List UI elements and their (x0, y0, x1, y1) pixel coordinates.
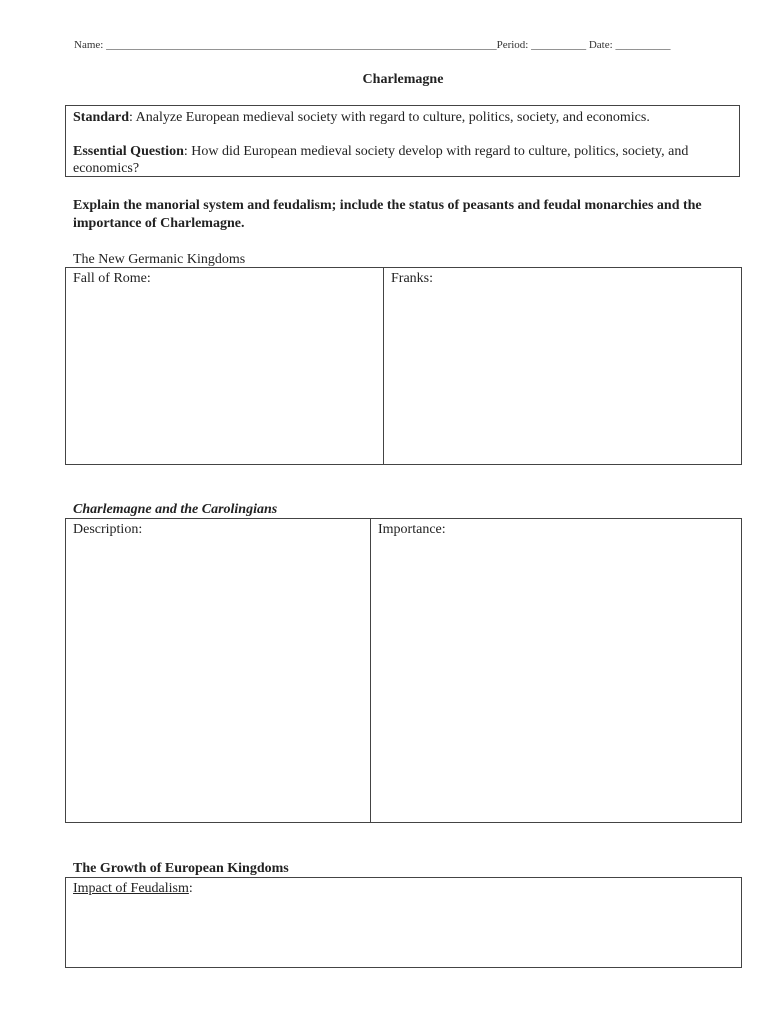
name-blank[interactable]: _______________________________________________________________________ (106, 39, 497, 51)
date-blank[interactable]: __________ (615, 39, 671, 51)
period-blank[interactable]: __________ (531, 39, 587, 51)
section-heading-germanic-kingdoms: The New Germanic Kingdoms (73, 252, 246, 267)
table-divider (370, 518, 371, 823)
standard-text: : Analyze European medieval society with regard to culture, politics, society, and economics. (129, 110, 650, 125)
germanic-kingdoms-table (65, 267, 742, 465)
student-info-line (74, 38, 734, 52)
essential-question-label: Essential Question (73, 144, 184, 159)
section-heading-european-kingdoms: The Growth of European Kingdoms (73, 861, 289, 876)
fall-of-rome-label: Fall of Rome: (73, 271, 151, 286)
importance-label: Importance: (378, 522, 446, 537)
standard-paragraph (73, 109, 732, 126)
franks-label: Franks: (391, 271, 433, 286)
impact-of-feudalism-label (73, 880, 193, 897)
table-divider (383, 267, 384, 465)
date-label: Date: (588, 39, 613, 51)
impact-of-feudalism-text: Impact of Feudalism (73, 881, 189, 896)
standard-box (65, 105, 740, 177)
task-instructions: Explain the manorial system and feudalism; include the status of peasants and feudal monarchies and the importance of Charlemagne. (73, 198, 702, 231)
essential-question-paragraph (73, 143, 732, 177)
name-label: Name: (74, 39, 104, 51)
standard-label: Standard (73, 110, 130, 125)
impact-colon: : (188, 881, 193, 896)
essential-question-text: : How did European medieval society develop with regard to culture, politics, society, and economics? (73, 144, 689, 176)
description-label: Description: (73, 522, 143, 537)
section-heading-carolingians: Charlemagne and the Carolingians (73, 502, 278, 517)
carolingians-table (65, 518, 742, 823)
page-title: Charlemagne (362, 72, 444, 87)
period-label: Period: (496, 39, 529, 51)
